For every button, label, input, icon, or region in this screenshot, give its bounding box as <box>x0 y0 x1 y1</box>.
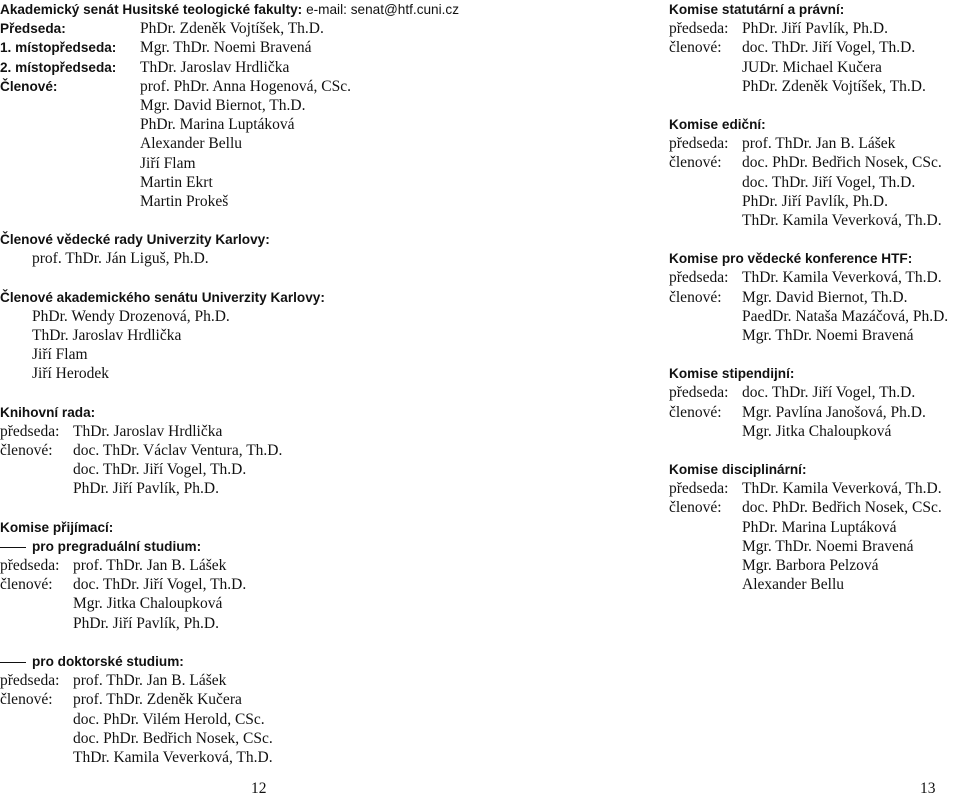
admission-committee-title: Komise přijímací: <box>0 519 114 535</box>
conference-members-row <box>669 288 959 346</box>
doctoral-subtitle <box>0 652 520 671</box>
senate-chair: PhDr. Zdeněk Vojtíšek, Th.D. <box>140 20 324 38</box>
editorial-members-list <box>742 153 942 230</box>
legal-members-label: členové: <box>669 39 722 57</box>
legal-chair: PhDr. Jiří Pavlík, Ph.D. <box>742 20 888 38</box>
list-item: Alexander Bellu <box>742 576 845 594</box>
library-council-title: Knihovní rada: <box>0 404 96 420</box>
undergrad-subtitle-text: pro pregraduální studium: <box>32 538 202 554</box>
scholarship-members-list <box>742 403 926 441</box>
library-chair: ThDr. Jaroslav Hrdlička <box>73 422 223 440</box>
list-item: Martin Ekrt <box>140 173 213 191</box>
list-item: ThDr. Kamila Veverková, Th.D. <box>742 212 942 230</box>
editorial-members-label: členové: <box>669 154 722 172</box>
list-item: doc. ThDr. Václav Ventura, Th.D. <box>73 442 283 460</box>
scholarship-chair: doc. ThDr. Jiří Vogel, Th.D. <box>742 384 916 402</box>
undergrad-members-list <box>73 575 246 633</box>
list-item: Mgr. David Biernot, Th.D. <box>140 97 306 115</box>
senate-vice2-label: 2. místopředseda: <box>0 59 117 75</box>
uk-senate-title: Členové akademického senátu Univerzity Karlovy: <box>0 289 325 305</box>
list-item: PhDr. Jiří Pavlík, Ph.D. <box>742 192 888 210</box>
list-item: PhDr. Jiří Pavlík, Ph.D. <box>73 480 219 498</box>
list-item: Jiří Flam <box>32 346 88 364</box>
list-item: prof. ThDr. Ján Liguš, Ph.D. <box>32 250 209 268</box>
email-label: e-mail: <box>306 2 347 17</box>
disciplinary-members-label: členové: <box>669 499 722 517</box>
faculty-senate-title: Akademický senát Husitské teologické fakulty: <box>0 2 303 17</box>
senate-vice1: Mgr. ThDr. Noemi Bravená <box>140 39 312 57</box>
undergrad-chair-label: předseda: <box>0 557 60 575</box>
disciplinary-members-list <box>742 498 942 594</box>
list-item: PhDr. Marina Luptáková <box>140 116 295 134</box>
list-item: Mgr. ThDr. Noemi Bravená <box>742 537 914 555</box>
list-item: PaedDr. Nataša Mazáčová, Ph.D. <box>742 307 949 325</box>
senate-chair-row <box>0 19 520 38</box>
conference-members-list <box>742 288 948 346</box>
scholarship-members-row <box>669 403 959 441</box>
list-item: Mgr. David Biernot, Th.D. <box>742 288 908 306</box>
list-item: Jiří Flam <box>140 154 196 172</box>
doctoral-chair-row <box>0 671 520 690</box>
senate-vice1-label: 1. místopředseda: <box>0 40 117 56</box>
undergrad-chair: prof. ThDr. Jan B. Lášek <box>73 557 227 575</box>
list-item: Mgr. Jitka Chaloupková <box>742 422 892 440</box>
undergrad-members-label: členové: <box>0 576 53 594</box>
disciplinary-chair-label: předseda: <box>669 480 729 498</box>
library-members-label: členové: <box>0 442 53 460</box>
dash-rule <box>0 547 26 548</box>
scholarship-members-label: členové: <box>669 403 722 421</box>
list-item: doc. PhDr. Vilém Herold, CSc. <box>73 710 265 728</box>
scholarship-chair-row <box>669 383 959 402</box>
undergrad-chair-row <box>0 556 520 575</box>
list-item: doc. PhDr. Bedřich Nosek, CSc. <box>742 499 942 517</box>
dash-rule <box>0 662 26 663</box>
editorial-committee-title: Komise ediční: <box>669 117 766 133</box>
senate-vice2-row <box>0 58 520 77</box>
legal-members-list <box>742 38 926 96</box>
list-item: doc. ThDr. Jiří Vogel, Th.D. <box>73 461 247 479</box>
list-item: doc. ThDr. Jiří Vogel, Th.D. <box>742 173 916 191</box>
senate-chair-label: Předseda: <box>0 21 66 37</box>
list-item: Mgr. Barbora Pelzová <box>742 557 879 575</box>
doctoral-subtitle-text: pro doktorské studium: <box>32 653 184 669</box>
doctoral-members-row <box>0 690 520 767</box>
conference-chair: ThDr. Kamila Veverková, Th.D. <box>742 269 942 287</box>
doctoral-chair: prof. ThDr. Jan B. Lášek <box>73 672 227 690</box>
list-item: Martin Prokeš <box>140 193 229 211</box>
list-item: ThDr. Jaroslav Hrdlička <box>32 327 182 345</box>
disciplinary-chair-row <box>669 479 959 498</box>
legal-chair-row <box>669 19 959 38</box>
list-item: Alexander Bellu <box>140 135 243 153</box>
page-number-left: 12 <box>251 779 267 797</box>
legal-chair-label: předseda: <box>669 20 729 38</box>
list-item: PhDr. Wendy Drozenová, Ph.D. <box>32 307 230 325</box>
conference-chair-label: předseda: <box>669 269 729 287</box>
list-item: doc. PhDr. Bedřich Nosek, CSc. <box>73 729 273 747</box>
list-item: Mgr. Pavlína Janošová, Ph.D. <box>742 403 926 421</box>
list-item: PhDr. Marina Luptáková <box>742 518 897 536</box>
legal-members-row <box>669 38 959 96</box>
list-item: prof. PhDr. Anna Hogenová, CSc. <box>140 77 351 95</box>
library-chair-label: předseda: <box>0 422 60 440</box>
undergrad-members-row <box>0 575 520 633</box>
undergrad-subtitle <box>0 537 520 556</box>
senate-members-list <box>140 77 351 211</box>
list-item: Jiří Herodek <box>32 365 110 383</box>
list-item: ThDr. Kamila Veverková, Th.D. <box>73 748 273 766</box>
list-item: doc. ThDr. Jiří Vogel, Th.D. <box>742 39 916 57</box>
senate-email-link[interactable]: senat@htf.cuni.cz <box>350 2 460 17</box>
senate-vice2: ThDr. Jaroslav Hrdlička <box>140 58 290 76</box>
list-item: PhDr. Jiří Pavlík, Ph.D. <box>73 614 219 632</box>
senate-members-label: Členové: <box>0 78 58 94</box>
conference-committee-title: Komise pro vědecké konference HTF: <box>669 251 913 267</box>
disciplinary-chair: ThDr. Kamila Veverková, Th.D. <box>742 480 942 498</box>
scholarship-committee-title: Komise stipendijní: <box>669 366 795 382</box>
editorial-chair-row <box>669 134 959 153</box>
library-members-list <box>73 441 282 499</box>
list-item: Mgr. ThDr. Noemi Bravená <box>742 327 914 345</box>
list-item: doc. ThDr. Jiří Vogel, Th.D. <box>73 576 247 594</box>
senate-members-row <box>0 77 520 211</box>
legal-committee-title: Komise statutární a právní: <box>669 2 845 17</box>
conference-members-label: členové: <box>669 288 722 306</box>
list-item: prof. ThDr. Zdeněk Kučera <box>73 691 242 709</box>
page-number-right: 13 <box>920 779 936 797</box>
editorial-members-row <box>669 153 959 230</box>
doctoral-members-label: členové: <box>0 691 53 709</box>
doctoral-members-list <box>73 690 273 767</box>
faculty-senate-header <box>0 0 520 19</box>
list-item: JUDr. Michael Kučera <box>742 58 882 76</box>
disciplinary-committee-title: Komise disciplinární: <box>669 462 807 478</box>
right-page <box>669 0 959 594</box>
editorial-chair-label: předseda: <box>669 135 729 153</box>
doctoral-chair-label: předseda: <box>0 672 60 690</box>
list-item: doc. PhDr. Bedřich Nosek, CSc. <box>742 154 942 172</box>
sci-council-title: Členové vědecké rady Univerzity Karlovy: <box>0 232 270 248</box>
conference-chair-row <box>669 268 959 287</box>
library-members-row <box>0 441 520 499</box>
scholarship-chair-label: předseda: <box>669 384 729 402</box>
list-item: Mgr. Jitka Chaloupková <box>73 595 223 613</box>
list-item: PhDr. Zdeněk Vojtíšek, Th.D. <box>742 77 926 95</box>
senate-vice1-row <box>0 38 520 57</box>
disciplinary-members-row <box>669 498 959 594</box>
library-chair-row <box>0 422 520 441</box>
editorial-chair: prof. ThDr. Jan B. Lášek <box>742 135 896 153</box>
